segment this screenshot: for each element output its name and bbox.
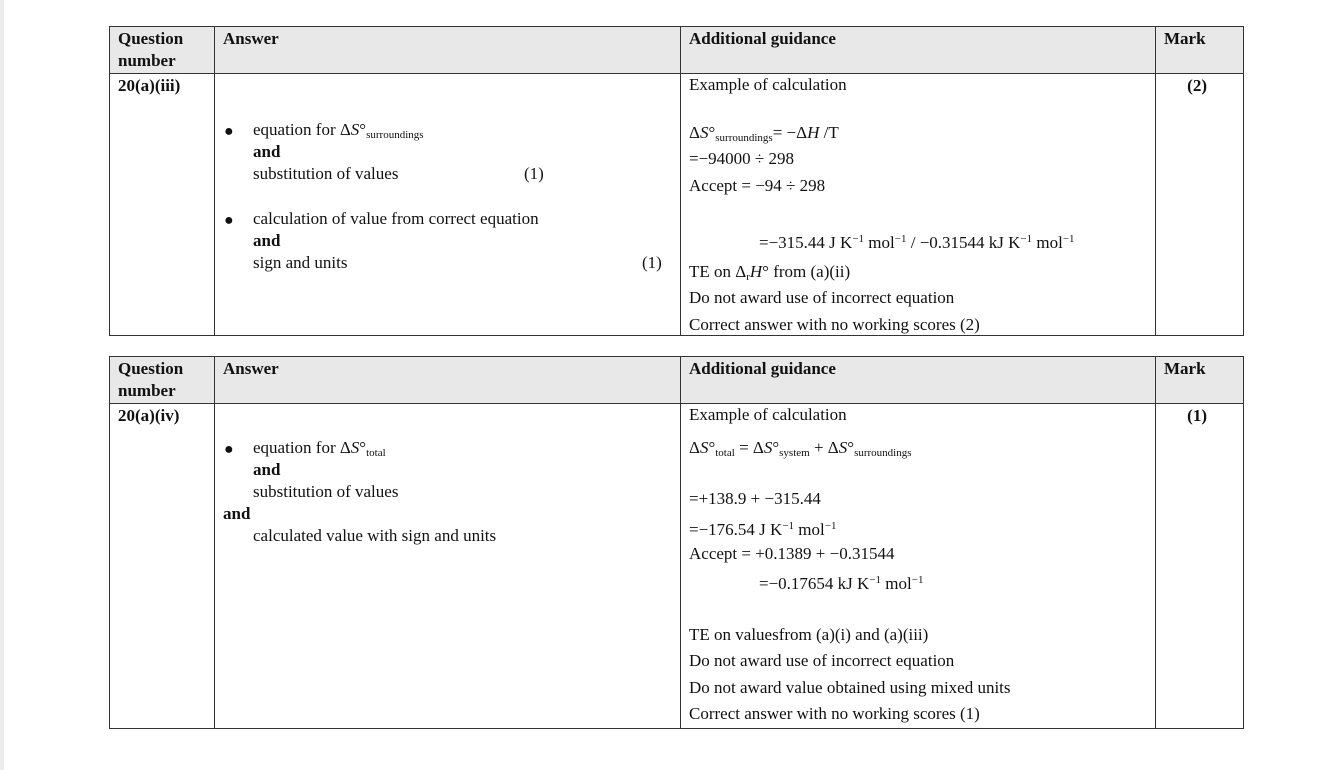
answer-cell — [215, 404, 681, 729]
answer-line: equation for $\Delta S^\circ_{total}$ — [253, 438, 386, 459]
header-mark: Mark — [1156, 27, 1244, 74]
mark-value: (1) — [1156, 404, 1244, 729]
header-guidance: Additional guidance — [681, 357, 1156, 404]
header-question: Question number — [110, 357, 215, 404]
answer-line: substitution of values — [253, 164, 399, 183]
guidance-line: =+138.9 + −315.44 — [689, 489, 821, 508]
guidance-line: Example of calculation — [689, 405, 847, 424]
table-header-row — [110, 27, 1244, 74]
guidance-line: Do not award use of incorrect equation — [689, 651, 955, 670]
guidance-line: $\Delta S^\circ_{surroundings}= -\Delta H$ /T — [689, 123, 839, 144]
bullet-icon: ● — [224, 212, 234, 229]
bullet-icon: ● — [224, 441, 234, 458]
table-header-row — [110, 357, 1244, 404]
guidance-line: Example of calculation — [689, 75, 847, 94]
header-answer: Answer — [215, 27, 681, 74]
guidance-line: =−0.17654 kJ $K^{-1}$ mol$^{-1}$ — [759, 574, 924, 593]
answer-line: sign and units — [253, 253, 348, 272]
answer-line: substitution of values — [253, 482, 399, 501]
guidance-line: =−315.44 J $K^{-1}$ mol$^{-1}$ / −0.31544 kJ $K^{-1}$ mol$^{-1}$ — [759, 233, 1075, 252]
header-answer: Answer — [215, 357, 681, 404]
guidance-line: Correct answer with no working scores (1) — [689, 704, 980, 723]
mark-scheme-table-iv — [109, 356, 1244, 729]
guidance-line: =−176.54 J $K^{-1}$ mol$^{-1}$ — [689, 520, 837, 539]
guidance-cell — [681, 404, 1156, 729]
guidance-line: TE on valuesfrom (a)(i) and (a)(iii) — [689, 625, 929, 644]
table-row — [110, 404, 1244, 729]
answer-and: and — [253, 142, 281, 161]
question-number: 20(a)(iii) — [110, 74, 215, 336]
guidance-line: Correct answer with no working scores (2) — [689, 315, 980, 334]
header-question: Question number — [110, 27, 215, 74]
mark-scheme-table-iii — [109, 26, 1244, 336]
guidance-line: Accept = +0.1389 + −0.31544 — [689, 544, 895, 563]
header-mark: Mark — [1156, 357, 1244, 404]
page-edge — [0, 0, 4, 770]
guidance-line: Do not award use of incorrect equation — [689, 288, 955, 307]
guidance-line: Do not award value obtained using mixed units — [689, 678, 1011, 697]
answer-and: and — [253, 460, 281, 479]
answer-line: calculation of value from correct equation — [253, 209, 539, 228]
answer-line: calculated value with sign and units — [253, 526, 497, 545]
answer-mark: (1) — [642, 253, 662, 272]
answer-mark: (1) — [524, 164, 544, 183]
answer-and: and — [223, 504, 251, 523]
guidance-line: Accept = −94 ÷ 298 — [689, 176, 826, 195]
answer-cell — [215, 74, 681, 336]
mark-value: (2) — [1156, 74, 1244, 336]
answer-line: equation for $\Delta S^\circ_{surroundings}$ — [253, 120, 424, 141]
header-guidance: Additional guidance — [681, 27, 1156, 74]
guidance-line: TE on $\Delta_rH^\circ$ from (a)(ii) — [689, 262, 851, 283]
answer-and: and — [253, 231, 281, 250]
guidance-cell — [681, 74, 1156, 336]
bullet-icon: ● — [224, 123, 234, 140]
question-number: 20(a)(iv) — [110, 404, 215, 729]
guidance-line: =−94000 ÷ 298 — [689, 149, 795, 168]
table-row — [110, 74, 1244, 336]
guidance-line: $\Delta S^\circ_{total} = \Delta S^\circ_{system} + \Delta S^\circ_{surroundings}$ — [689, 438, 912, 459]
